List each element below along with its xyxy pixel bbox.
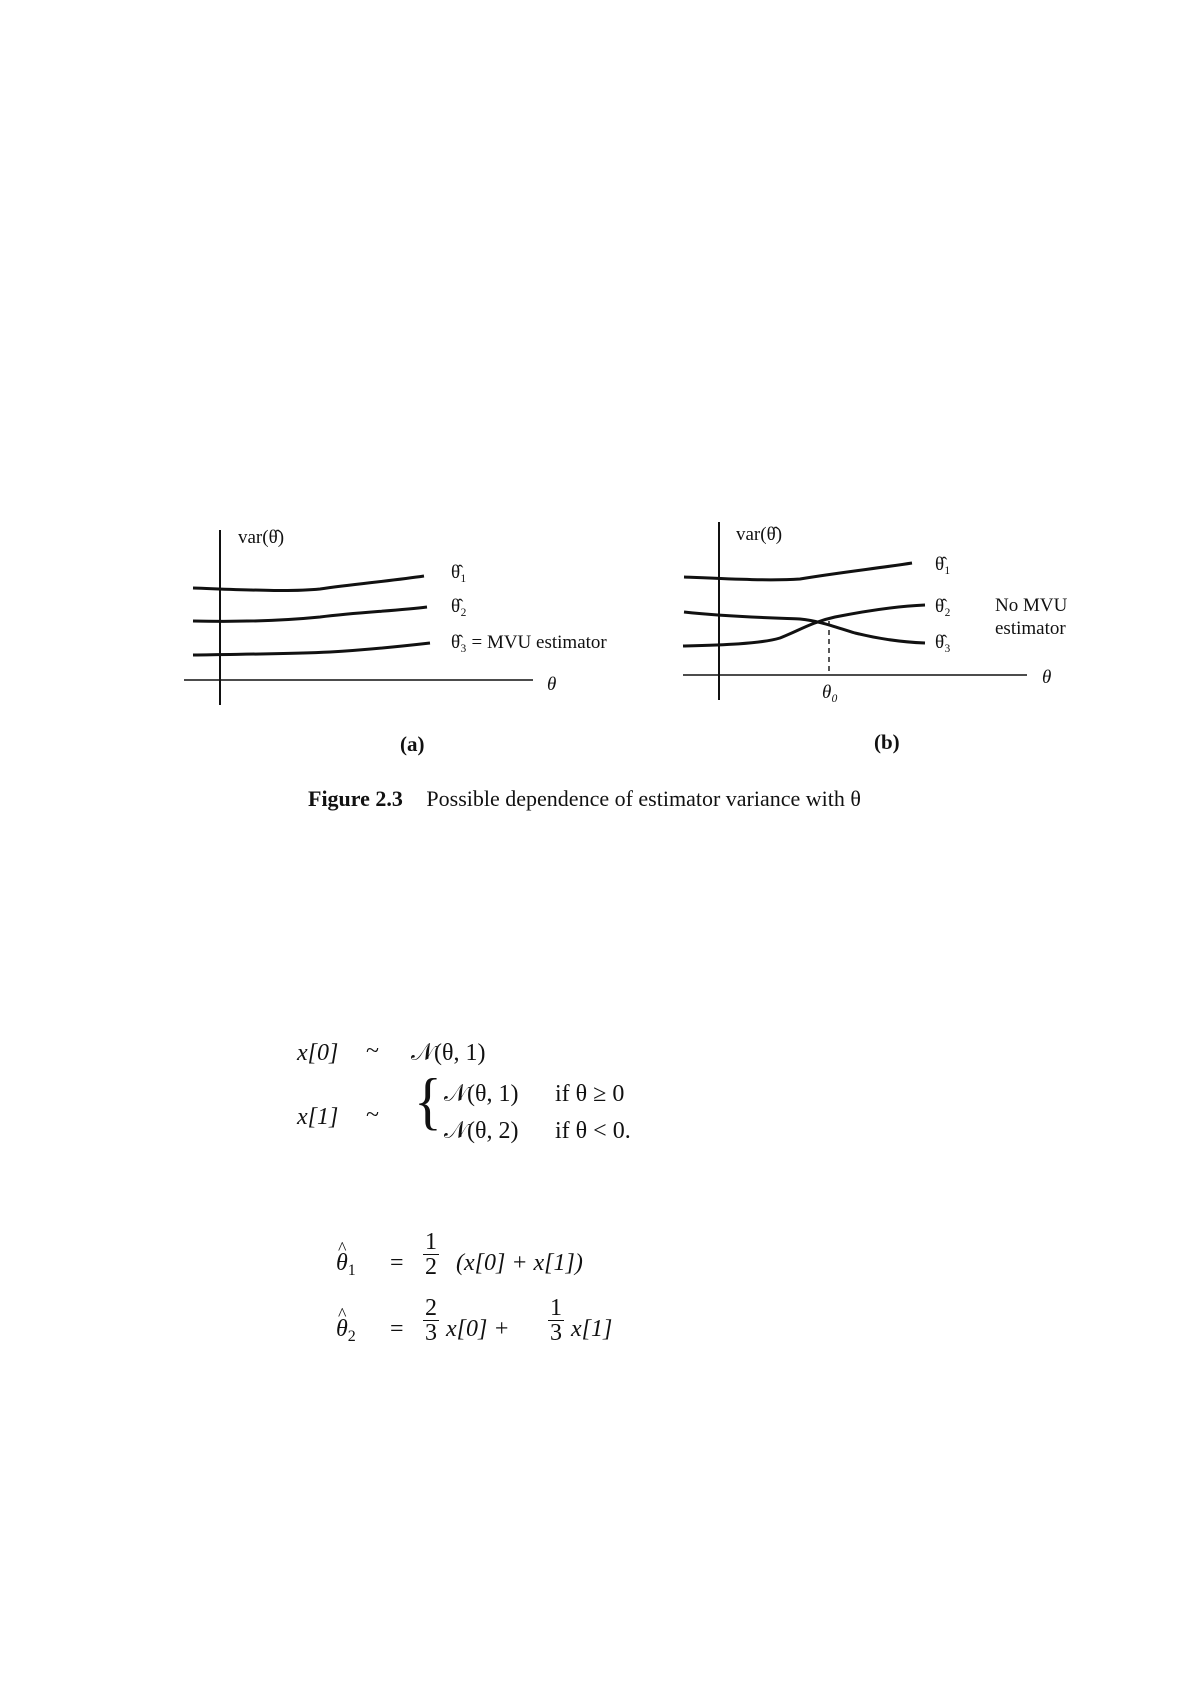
panel-a-x-axis-label: θ <box>547 674 557 695</box>
eq-x0-lhs: x[0] <box>297 1040 339 1066</box>
panel-b-theta0-label: θ₀ <box>822 682 838 703</box>
panel-b-label-theta2: θ̂₂ <box>935 596 951 617</box>
panel-a-curve-theta2 <box>193 607 427 621</box>
panel-b-x-axis-label: θ <box>1042 667 1052 688</box>
figure-caption <box>308 786 861 812</box>
eq-case1-cond: if θ ≥ 0 <box>555 1081 625 1107</box>
eq-x1-lhs: x[1] <box>297 1104 339 1130</box>
panel-a-label-theta3: θ̂₃ = MVU estimator <box>451 632 607 653</box>
eq-theta2-term-b: x[1] <box>571 1316 613 1342</box>
eq-theta2-equals: = <box>390 1316 404 1342</box>
panel-a-curve-theta1 <box>193 576 424 591</box>
panel-b-y-axis-label: var(θ̂) <box>736 524 783 545</box>
panel-b-note-line1: No MVU <box>995 595 1068 616</box>
eq-theta2-frac-a: $\frac{2}{3}$ <box>425 1295 437 1346</box>
panel-b-label-theta3: θ̂₃ <box>935 632 951 653</box>
panel-b-note-line2: estimator <box>995 618 1066 639</box>
eq-theta2-lhs: ^ $\theta_2$ <box>336 1316 356 1346</box>
eq-x1-sim: ~ <box>366 1102 379 1128</box>
panel-a-label-theta1: θ̂₁ <box>451 562 467 583</box>
eq-theta1-rest: (x[0] + x[1]) <box>456 1250 583 1276</box>
figure-caption-text: Possible dependence of estimator variance with θ <box>426 786 861 811</box>
panel-b-label-theta1: θ̂₁ <box>935 554 951 575</box>
panel-a-sublabel: (a) <box>400 732 425 756</box>
panel-b-sublabel: (b) <box>874 730 900 754</box>
panel-a-label-theta2: θ̂₂ <box>451 596 467 617</box>
eq-case2-cond: if θ < 0. <box>555 1118 631 1144</box>
figure-number: Figure 2.3 <box>308 786 403 811</box>
eq-case2-dist: 𝒩(θ, 2) <box>444 1118 519 1144</box>
eq-theta1-equals: = <box>390 1250 404 1276</box>
eq-x1-brace: { <box>414 1064 442 1137</box>
panel-a-curve-theta3 <box>193 643 430 655</box>
panel-b <box>683 522 1068 754</box>
eq-x0-sim: ~ <box>366 1038 379 1064</box>
eq-case1-dist: 𝒩(θ, 1) <box>444 1081 519 1107</box>
eq-theta1-frac: $\frac{1}{2}$ <box>425 1229 437 1280</box>
eq-x0-rhs: 𝒩(θ, 1) <box>411 1040 486 1066</box>
eq-theta1-lhs: ^ $\theta_1$ <box>336 1250 356 1280</box>
eq-theta2-frac-b: $\frac{1}{3}$ <box>550 1295 562 1346</box>
eq-theta2-term-a: x[0] + <box>446 1316 510 1342</box>
panel-a-y-axis-label: var(θ̂) <box>238 527 285 548</box>
panel-a <box>184 527 607 756</box>
